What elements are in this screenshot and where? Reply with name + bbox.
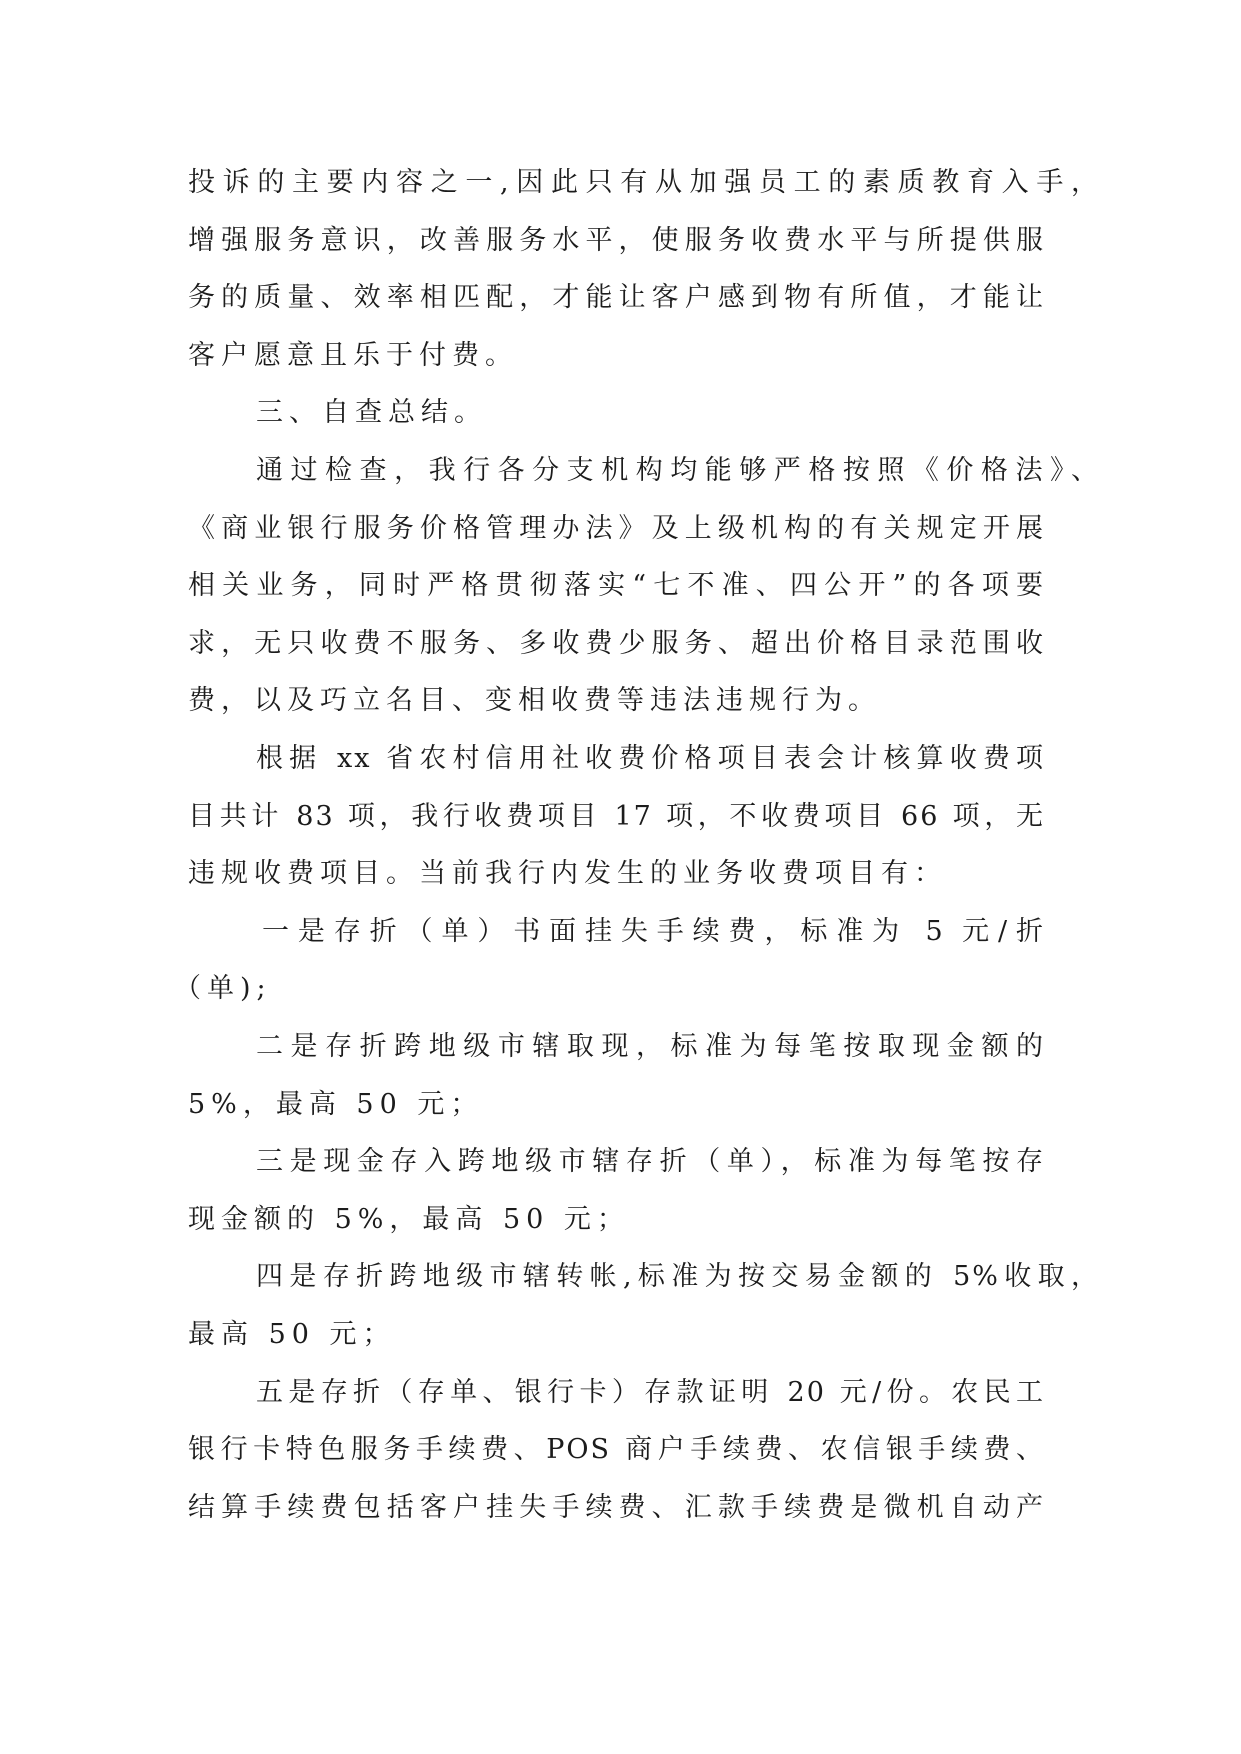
text-line: 相关业务，同时严格贯彻落实“七不准、四公开”的各项要 <box>188 570 1045 601</box>
text-line: 务的质量、效率相匹配，才能让客户感到物有所值，才能让 <box>188 282 1045 313</box>
text-line: 结算手续费包括客户挂失手续费、汇款手续费是微机自动产 <box>188 1492 1045 1523</box>
list-item-text: 三是现金存入跨地级市辖存折（单），标准为每笔按存 <box>256 1146 1045 1177</box>
text-line: 通过检查，我行各分支机构均能够严格按照《价格法》、 <box>256 455 1100 486</box>
list-item-text: 二是存折跨地级市辖取现，标准为每笔按取现金额的 <box>256 1031 1045 1062</box>
text-line: 违规收费项目。当前我行内发生的业务收费项目有： <box>188 858 947 889</box>
text-line: 求，无只收费不服务、多收费少服务、超出价格目录范围收 <box>188 628 1045 659</box>
text-line: 费，以及巧立名目、变相收费等违法违规行为。 <box>188 685 881 716</box>
section-heading: 三、自查总结。 <box>256 397 487 428</box>
text-line: 根据 xx 省农村信用社收费价格项目表会计核算收费项 <box>256 743 1045 774</box>
list-item-text: 四是存折跨地级市辖转帐,标准为按交易金额的 5%收取， <box>256 1261 1100 1292</box>
text-line: 最高 50 元； <box>188 1319 396 1350</box>
text-line: 5%，最高 50 元； <box>188 1089 484 1120</box>
text-line: 增强服务意识，改善服务水平，使服务收费水平与所提供服 <box>188 225 1045 256</box>
text-line: 目共计 83 项，我行收费项目 17 项，不收费项目 66 项，无 <box>188 801 1045 832</box>
text-line: 现金额的 5%，最高 50 元； <box>188 1204 630 1235</box>
text-line: （单); <box>174 973 272 1004</box>
list-item-text: 五是存折（存单、银行卡）存款证明 20 元/份。农民工 <box>256 1377 1045 1408</box>
list-item-text: 一是存折（单）书面挂失手续费，标准为 5 元/折 <box>262 916 1045 947</box>
text-line: 《商业银行服务价格管理办法》及上级机构的有关规定开展 <box>188 513 1045 544</box>
text-line: 投诉的主要内容之一,因此只有从加强员工的素质教育入手， <box>188 167 1100 198</box>
text-line: 银行卡特色服务手续费、POS 商户手续费、农信银手续费、 <box>188 1434 1045 1465</box>
text-line: 客户愿意且乐于付费。 <box>188 340 518 371</box>
